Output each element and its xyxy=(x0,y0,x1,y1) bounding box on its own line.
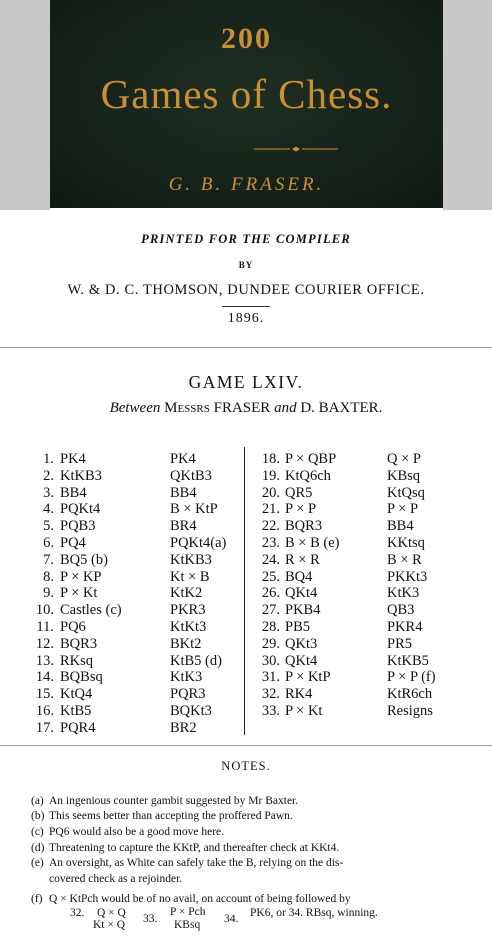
move-number: 13. xyxy=(35,652,54,669)
white-move: PQR4 xyxy=(60,719,96,736)
note-item xyxy=(31,857,471,870)
publication-year: 1896. xyxy=(227,311,265,326)
white-move: KtQ4 xyxy=(60,686,93,703)
note-label: (d) xyxy=(31,842,45,854)
note-text: This seems better than accepting the proffered Pawn. xyxy=(49,810,293,822)
move-number: 28. xyxy=(261,619,280,635)
white-move: BB4 xyxy=(60,484,87,501)
move-number: 32. xyxy=(261,686,280,703)
cover-margin-left xyxy=(0,0,50,210)
black-move: Kt × B xyxy=(170,568,210,585)
white-move: QR5 xyxy=(285,484,313,501)
between-word: Between xyxy=(109,400,161,416)
white-move: Castles (c) xyxy=(60,602,122,619)
note-text: PQ6 would also be a good move here. xyxy=(49,826,225,838)
note-item xyxy=(31,842,471,855)
black-move: B × R xyxy=(387,551,422,568)
note-item xyxy=(31,810,471,823)
black-move: BKt2 xyxy=(170,635,202,652)
white-move: BQBsq xyxy=(60,669,103,686)
move-number: 18. xyxy=(261,451,280,467)
black-move: QB3 xyxy=(387,602,415,619)
white-move: BQ5 (b) xyxy=(60,551,108,568)
note-label: (c) xyxy=(31,826,44,838)
black-move: QKtB3 xyxy=(170,467,212,484)
note-item xyxy=(31,795,471,808)
move-number: 1. xyxy=(43,451,54,467)
black-move: KBsq xyxy=(387,467,421,484)
white-move: PQB3 xyxy=(60,518,96,535)
black-move: KtR6ch xyxy=(387,686,433,703)
note-item xyxy=(49,873,489,886)
white-move: PB5 xyxy=(285,619,310,635)
move-32-top: Q × Q xyxy=(97,907,126,919)
messrs-word: Messrs xyxy=(164,400,210,416)
white-move: PQ4 xyxy=(60,535,86,551)
move-number: 3. xyxy=(43,484,54,501)
black-move: KtK3 xyxy=(170,669,203,686)
note-f-tail: PK6, or 34. RBsq, winning. xyxy=(250,907,378,919)
note-text: Q × KtPch would be of no avail, on account of being followed by xyxy=(49,893,351,905)
white-move: PK4 xyxy=(60,451,86,467)
black-move: BR2 xyxy=(170,719,197,736)
white-move: KtKB3 xyxy=(60,467,102,484)
white-move: RKsq xyxy=(60,652,94,669)
black-move: PK4 xyxy=(170,451,196,467)
page-divider xyxy=(0,347,492,348)
move-number: 22. xyxy=(261,518,280,535)
cover-section xyxy=(0,0,492,210)
move-number: 26. xyxy=(261,585,280,602)
black-move: Q × P xyxy=(387,451,421,467)
white-move: BQR3 xyxy=(60,635,98,652)
black-move: KtK3 xyxy=(387,585,420,602)
and-word: and xyxy=(274,400,297,416)
black-move: KtQsq xyxy=(387,484,425,501)
notes-divider xyxy=(0,745,492,746)
black-move: PQR3 xyxy=(170,686,206,703)
move-number: 15. xyxy=(35,686,54,703)
white-move: P × QBP xyxy=(285,451,337,467)
white-move: PKB4 xyxy=(285,602,321,619)
black-move: PKR4 xyxy=(387,619,423,635)
note-text: An oversight, as White can safely take the B, relying on the dis- xyxy=(49,857,344,869)
white-move: BQ4 xyxy=(285,568,313,585)
move-number: 8. xyxy=(43,568,54,585)
move-number: 14. xyxy=(35,669,54,686)
white-move: BQR3 xyxy=(285,518,323,535)
move-number: 20. xyxy=(261,484,280,501)
cover-margin-right xyxy=(443,0,492,210)
move-number: 25. xyxy=(261,568,280,585)
note-label: (a) xyxy=(31,795,44,807)
move-33-bottom: KBsq xyxy=(174,919,201,931)
note-item xyxy=(31,893,471,906)
ornament-divider-icon xyxy=(246,146,346,152)
move-number: 10. xyxy=(35,602,54,619)
move-33-number: 33. xyxy=(143,913,158,925)
book-cover xyxy=(50,0,443,208)
move-number: 16. xyxy=(35,703,54,719)
black-move: PKR3 xyxy=(170,602,206,619)
black-move: KKtsq xyxy=(387,535,425,551)
cover-author: G. B. FRASER. xyxy=(168,174,325,195)
move-number: 6. xyxy=(43,535,54,551)
white-move: P × Kt xyxy=(60,585,98,602)
black-move: P × P xyxy=(387,501,419,518)
move-number: 21. xyxy=(261,501,280,518)
white-move: B × B (e) xyxy=(285,535,340,551)
move-number: 2. xyxy=(43,467,54,484)
black-move: PKKt3 xyxy=(387,568,428,585)
white-move: P × KP xyxy=(60,568,102,585)
black-move: KtK2 xyxy=(170,585,203,602)
note-label: (f) xyxy=(31,893,43,905)
notes-heading: NOTES. xyxy=(221,759,271,773)
white-move: KtB5 xyxy=(60,703,92,719)
move-row xyxy=(0,719,492,738)
black-move: BQKt3 xyxy=(170,703,212,719)
move-number: 30. xyxy=(261,652,280,669)
printed-for-line: PRINTED FOR THE COMPILER xyxy=(141,232,351,246)
cover-title: Games of Chess. xyxy=(100,71,393,117)
move-number: 17. xyxy=(35,719,54,736)
white-move: KtQ6ch xyxy=(285,467,331,484)
move-number: 7. xyxy=(43,551,54,568)
white-move: P × KtP xyxy=(285,669,331,686)
player-black: D. BAXTER. xyxy=(300,400,383,416)
move-number: 19. xyxy=(261,467,280,484)
white-move: R × R xyxy=(285,551,320,568)
white-move: QKt4 xyxy=(285,652,318,669)
publisher-line: W. & D. C. THOMSON, DUNDEE COURIER OFFICE. xyxy=(67,282,425,298)
note-item xyxy=(31,826,471,839)
black-move: BB4 xyxy=(387,518,414,535)
white-move: P × Kt xyxy=(285,703,323,719)
white-move: PQKt4 xyxy=(60,501,101,518)
game-players xyxy=(0,400,492,417)
cover-number: 200 xyxy=(221,22,272,55)
note-label: (b) xyxy=(31,810,45,822)
black-move: KtB5 (d) xyxy=(170,652,222,669)
white-move: PQ6 xyxy=(60,619,86,635)
move-number: 11. xyxy=(36,619,54,635)
note-text: An ingenious counter gambit suggested by Mr Baxter. xyxy=(49,795,299,807)
note-text: Threatening to capture the KKtP, and thereafter check at KKt4. xyxy=(49,842,340,854)
white-move: P × P xyxy=(285,501,317,518)
move-number: 12. xyxy=(35,635,54,652)
white-move: QKt3 xyxy=(285,635,318,652)
move-number: 5. xyxy=(43,518,54,535)
black-move: BB4 xyxy=(170,484,197,501)
note-text: covered check as a rejoinder. xyxy=(49,873,183,885)
black-move: PQKt4(a) xyxy=(170,535,227,551)
white-move: QKt4 xyxy=(285,585,318,602)
game-title: GAME LXIV. xyxy=(188,372,304,392)
short-divider xyxy=(222,306,270,307)
move-number: 31. xyxy=(261,669,280,686)
move-32-number: 32. xyxy=(70,907,85,919)
note-label: (e) xyxy=(31,857,44,869)
black-move: KtKB5 xyxy=(387,652,429,669)
move-list xyxy=(0,450,492,740)
player-white: FRASER xyxy=(213,400,271,416)
move-32-bottom: Kt × Q xyxy=(93,919,126,931)
move-number: 33. xyxy=(261,703,280,719)
black-move: PR5 xyxy=(387,635,412,652)
black-move: B × KtP xyxy=(170,501,218,518)
black-move: BR4 xyxy=(170,518,197,535)
move-number: 29. xyxy=(261,635,280,652)
move-number: 27. xyxy=(261,602,280,619)
black-move: KtKB3 xyxy=(170,551,212,568)
move-number: 24. xyxy=(261,551,280,568)
black-move: Resigns xyxy=(387,703,433,719)
move-33-top: P × Pch xyxy=(170,906,206,918)
white-move: RK4 xyxy=(285,686,313,703)
move-34-number: 34. xyxy=(224,913,239,925)
move-number: 4. xyxy=(43,501,54,518)
move-number: 23. xyxy=(261,535,280,551)
black-move: P × P (f) xyxy=(387,669,436,686)
black-move: KtKt3 xyxy=(170,619,207,635)
move-number: 9. xyxy=(43,585,54,602)
by-line: BY xyxy=(238,260,254,270)
